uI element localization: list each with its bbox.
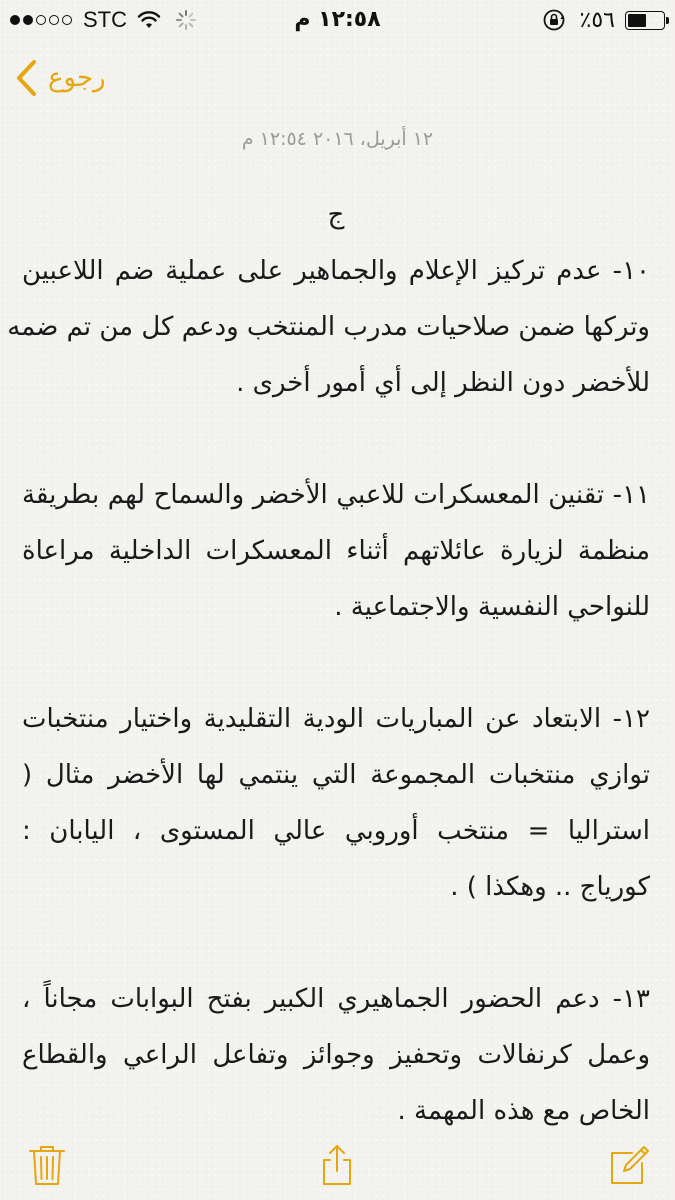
trash-icon — [26, 1143, 68, 1187]
note-line — [22, 915, 650, 971]
battery-percentage: ٥٦٪ — [579, 7, 615, 33]
status-time: ١٢:٥٨ م — [294, 7, 381, 32]
note-line: كورياج .. وهكذا ) . — [450, 872, 650, 902]
note-line: للنواحي النفسية والاجتماعية . — [334, 592, 650, 622]
compose-icon — [608, 1143, 650, 1187]
compose-button[interactable] — [604, 1140, 654, 1190]
note-line: وتركها ضمن صلاحيات مدرب المنتخب ودعم كل من تم ضمه — [7, 312, 650, 342]
note-body[interactable] — [7, 187, 650, 1139]
back-label: رجوع — [48, 63, 106, 93]
note-line: توازي منتخبات المجموعة التي ينتمي لها الأخضر مثال ( — [22, 760, 650, 790]
note-line: الخاص مع هذه المهمة . — [397, 1096, 650, 1126]
note-date: ١٢ أبريل، ٢٠١٦ ١٢:٥٤ م — [241, 128, 434, 150]
note-line: ١١- تقنين المعسكرات للاعبي الأخضر والسماح لهم بطريقة — [22, 480, 650, 510]
note-line: استراليا = منتخب أوروبي عالي المستوى ، اليابان : — [22, 816, 650, 846]
note-line: ١٢- الابتعاد عن المباريات الودية التقليدية واختيار منتخبات — [22, 704, 650, 734]
status-right — [542, 5, 665, 35]
note-line: وعمل كرنفالات وتحفيز وجوائز وتفاعل الراعي والقطاع — [22, 1040, 650, 1070]
note-line: منظمة لزيارة عائلاتهم أثناء المعسكرات الداخلية مراعاة — [22, 536, 650, 566]
note-line: ج — [327, 200, 345, 230]
note-line — [22, 411, 650, 467]
back-button[interactable] — [14, 58, 106, 98]
carrier-name: STC — [83, 7, 127, 32]
share-icon — [316, 1143, 358, 1187]
note-line: للأخضر دون النظر إلى أي أمور أخرى . — [236, 368, 650, 398]
delete-button[interactable] — [22, 1140, 72, 1190]
share-button[interactable] — [312, 1140, 362, 1190]
bottom-toolbar — [0, 1130, 675, 1200]
note-line: ١٣- دعم الحضور الجماهيري الكبير بفتح البوابات مجاناً ، — [22, 984, 650, 1014]
battery-icon — [625, 11, 665, 30]
status-bar — [0, 0, 675, 40]
note-line: ١٠- عدم تركيز الإعلام والجماهير على عملية ضم اللاعبين — [22, 256, 650, 286]
chevron-left-icon — [14, 59, 38, 97]
orientation-lock-icon — [542, 8, 566, 32]
note-line — [22, 635, 650, 691]
battery-level — [628, 14, 646, 27]
